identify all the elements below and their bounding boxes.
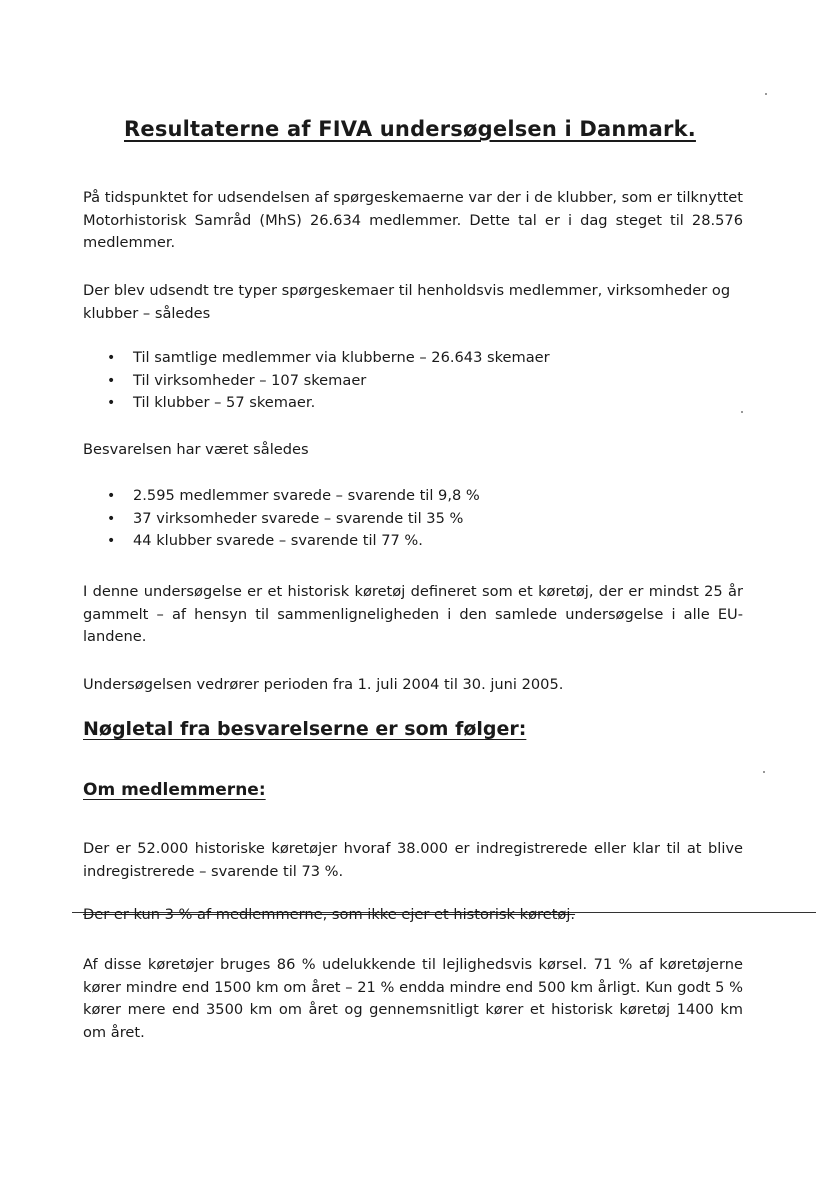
struck-paragraph: Der er kun 3 % af medlemmerne, som ikke ejer et historisk køretøj. (83, 906, 576, 923)
key-figures-heading: Nøgletal fra besvarelserne er som følger: (83, 718, 527, 740)
definition-paragraph: I denne undersøgelse er et historisk køretøj defineret som et køretøj, der er mindst 25 år gammelt – af hensyn til sammenligneligheden i den samlede undersøgelse i alle EU-landene. (83, 583, 743, 645)
intro-paragraph: På tidspunktet for udsendelsen af spørgeskemaerne var der i de klubber, som er tilknyttet Motorhistorisk Samråd (MhS) 26.634 medlemmer. Dette tal er i dag steget til 28.576 medlemmer. (83, 189, 743, 251)
period-paragraph: Undersøgelsen vedrører perioden fra 1. juli 2004 til 30. juni 2005. (83, 676, 564, 693)
scan-speck (765, 93, 767, 95)
document-title: Resultaterne af FIVA undersøgelsen i Danmark. (124, 117, 696, 141)
responses-intro-paragraph: Besvarelsen har været således (83, 441, 309, 458)
list-item: • 2.595 medlemmer svarede – svarende til 9,8 % (83, 485, 743, 508)
list-item: • Til virksomheder – 107 skemaer (83, 370, 743, 393)
vehicles-paragraph: Der er 52.000 historiske køretøjer hvoraf 38.000 er indregistrerede eller klar til at blive indregistrerede – svarende til 73 %. (83, 840, 743, 880)
list-item: • Til samtlige medlemmer via klubberne – 26.643 skemaer (83, 347, 743, 370)
survey-types-list (83, 347, 743, 415)
surveys-intro-paragraph: Der blev udsendt tre typer spørgeskemaer til henholdsvis medlemmer, virksomheder og klubber – således (83, 282, 731, 322)
list-item: • Til klubber – 57 skemaer. (83, 392, 743, 415)
usage-paragraph: Af disse køretøjer bruges 86 % udelukkende til lejlighedsvis kørsel. 71 % af køretøjerne kører mindre end 1500 km om året – 21 % endda mindre end 500 km årligt. Kun godt 5 % kører mere end 3500 km om året og gennemsnitligt kører et historisk køretøj 1400 km om året. (83, 956, 743, 1041)
scan-speck (741, 411, 743, 413)
list-item: • 37 virksomheder svarede – svarende til 35 % (83, 508, 743, 531)
list-item: • 44 klubber svarede – svarende til 77 %. (83, 530, 743, 553)
members-heading: Om medlemmerne: (83, 780, 266, 800)
scan-speck (763, 771, 765, 773)
responses-list (83, 485, 743, 553)
